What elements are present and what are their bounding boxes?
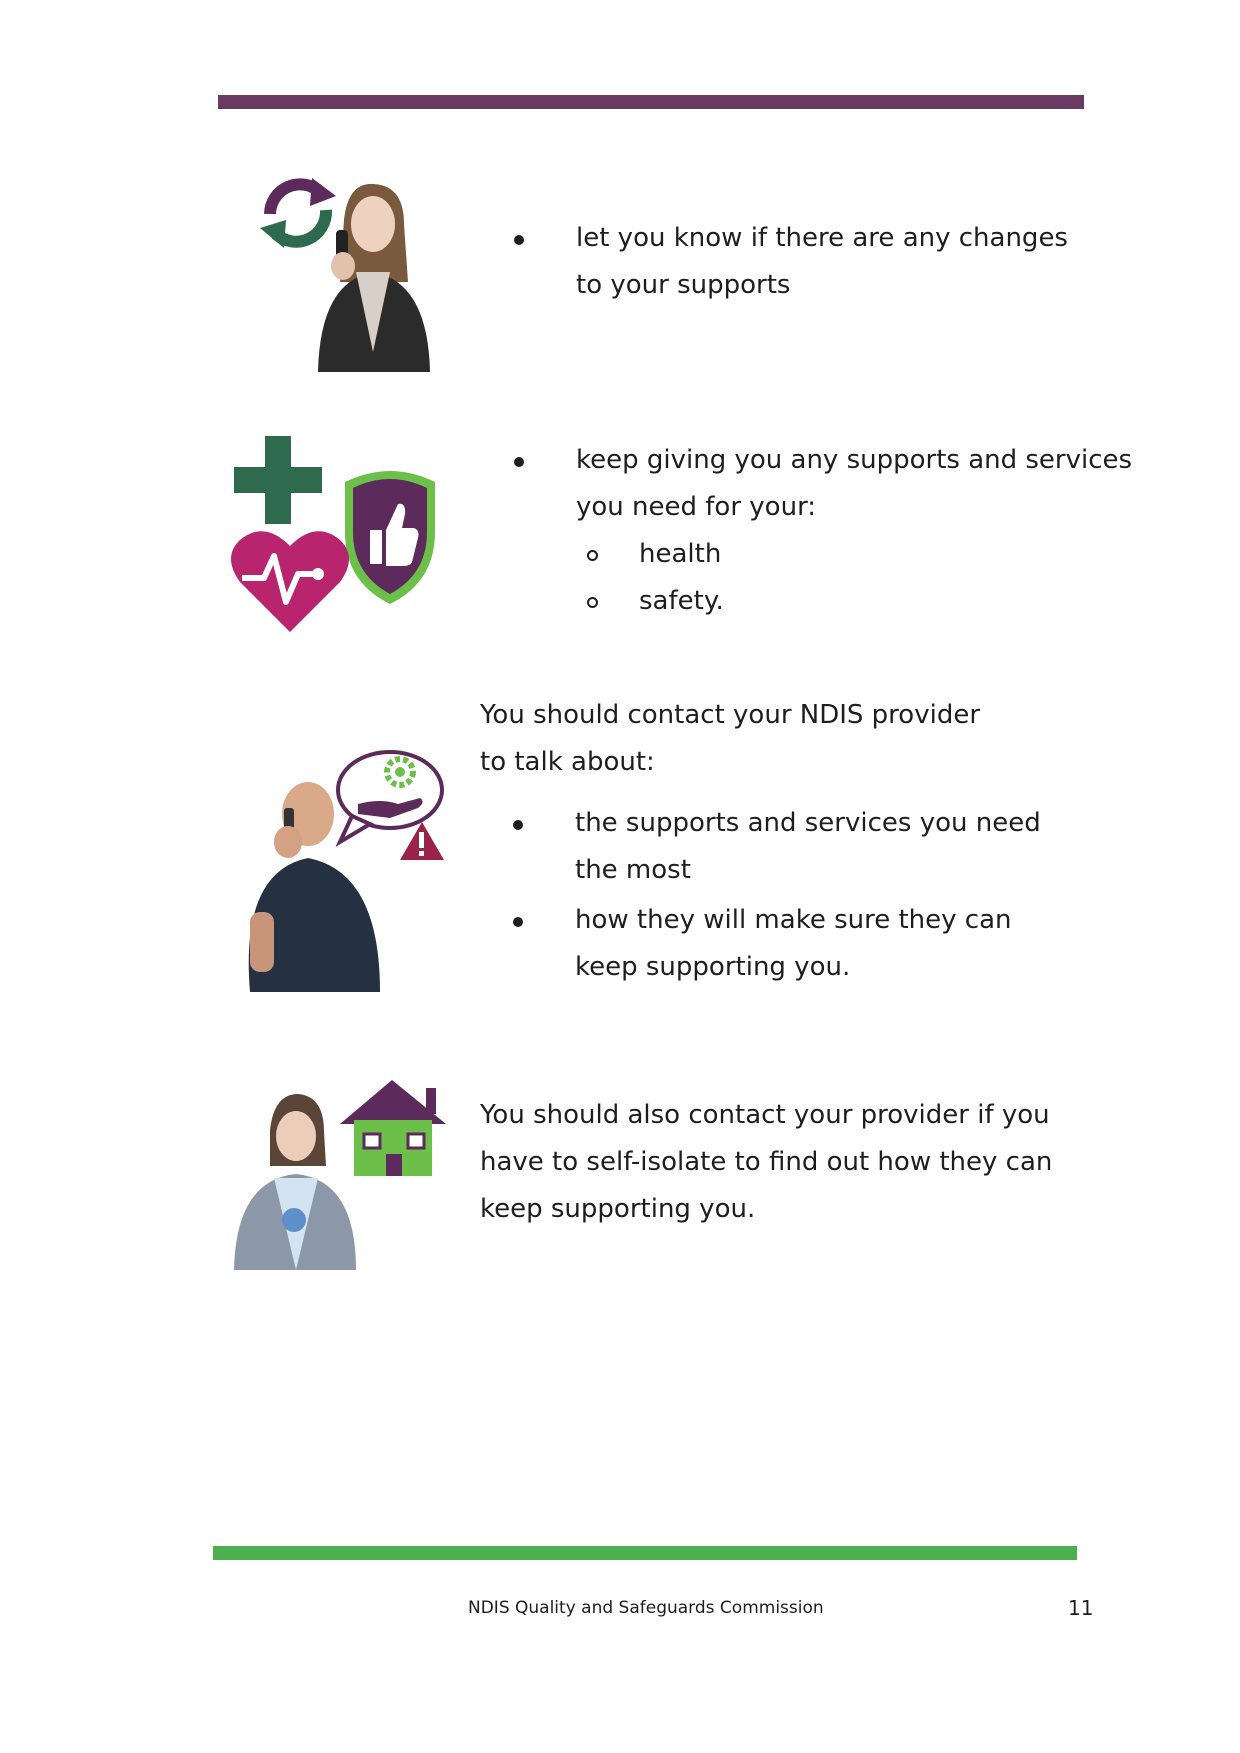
page-number: 11 <box>1068 1596 1094 1620</box>
header-rule <box>218 95 1084 109</box>
bullet-dot <box>514 235 524 245</box>
contact-provider-intro: You should contact your NDIS provider to talk about: <box>480 700 981 777</box>
sub-item-health: health <box>514 531 1132 578</box>
sub-bullet-circle <box>587 550 598 561</box>
bullet-supports-needed: the supports and services you need the most <box>513 800 1041 894</box>
heart-pulse-icon <box>231 531 349 632</box>
contact-provider-illustration <box>230 742 460 992</box>
bullet-keep-supporting: how they will make sure they can keep supporting you. <box>513 897 1012 991</box>
speech-bubble-support-icon <box>338 752 442 842</box>
bullet-dot <box>513 917 523 927</box>
self-isolate-paragraph: You should also contact your provider if you have to self-isolate to find out how they can keep supporting you. <box>480 1100 1053 1224</box>
footer-rule <box>213 1546 1077 1560</box>
shield-thumbs-up-icon <box>345 471 435 604</box>
change-arrows-icon <box>260 178 336 248</box>
woman-portrait-icon <box>234 1094 356 1270</box>
self-isolate-illustration <box>230 1070 460 1270</box>
bullet-keep-giving-supports: keep giving you any supports and services you need for your: health safety. <box>514 437 1132 625</box>
sub-bullet-circle <box>587 597 598 608</box>
sub-item-safety: safety. <box>514 578 1132 625</box>
bullet-dot <box>513 820 523 830</box>
footer-title: NDIS Quality and Safeguards Commission <box>468 1598 824 1618</box>
medical-cross-icon <box>234 436 322 524</box>
bullet-dot <box>514 457 524 467</box>
woman-on-phone-icon <box>318 184 430 372</box>
house-icon <box>340 1080 446 1176</box>
phone-call-change-illustration <box>248 172 448 372</box>
health-safety-illustration <box>230 432 460 632</box>
bullet-changes-to-supports: let you know if there are any changes to your supports <box>514 215 1068 309</box>
